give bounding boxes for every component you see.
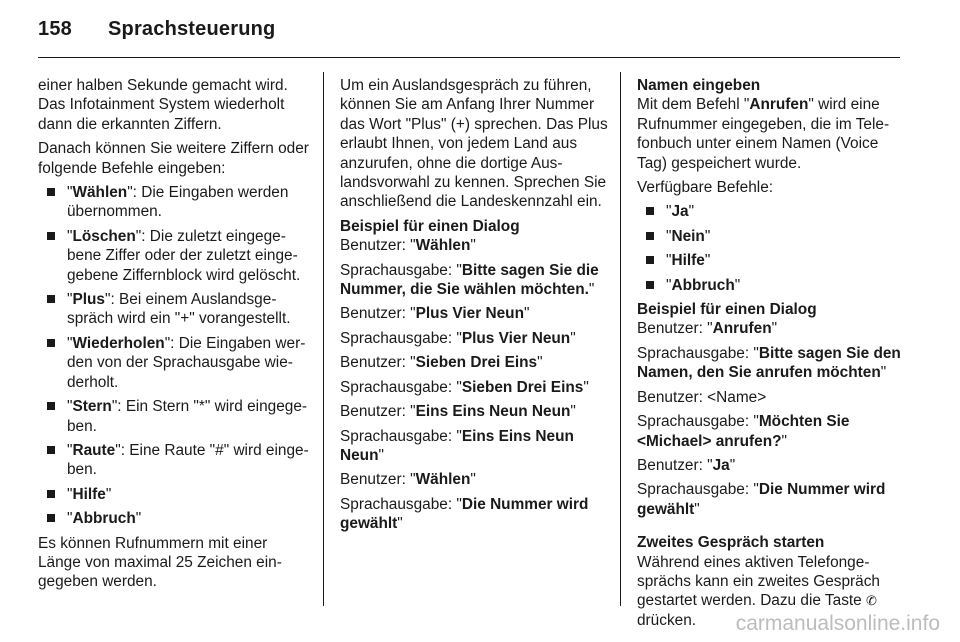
column-2 <box>340 76 610 539</box>
column-3 <box>637 76 907 635</box>
column-1 <box>38 76 310 597</box>
command-name: Hilfe <box>72 485 106 503</box>
text: " wird eine Rufnummer eingegeben, die im Telefonbuch unter einem Namen (Voice Tag) gespeichert wurde. <box>637 96 890 172</box>
bullet-icon <box>646 256 654 264</box>
utterance: Möchten Sie <Michael> anrufen? <box>637 413 850 450</box>
command-name: Hilfe <box>671 252 705 270</box>
speaker: Sprachausgabe: <box>340 329 457 347</box>
speaker: Benutzer: <box>637 320 708 338</box>
watermark: carmanualsonline.info <box>735 612 940 635</box>
dialog-line: Sprachausgabe: "Plus Vier Neun" <box>340 329 576 347</box>
column-divider <box>323 72 324 606</box>
paragraph: Es können Rufnummern mit einer Länge von maximal 25 Zeichen eingegeben werden. <box>38 534 282 591</box>
dialog-line: Benutzer: "Anrufen" <box>637 320 778 338</box>
speaker: Benutzer: <box>340 305 411 323</box>
utterance: Wählen <box>415 237 471 255</box>
command-description: : Die Eingaben werden von der Sprachausgabe wiederholt. <box>67 334 306 391</box>
command-name: Nein <box>671 227 705 245</box>
utterance: Sieben Drei Eins <box>415 354 538 372</box>
example-heading: Beispiel für einen Dialog <box>637 301 817 319</box>
bullet-icon <box>646 232 654 240</box>
list-item: "Nein" <box>642 227 907 246</box>
command-description: : Eine Raute "#" wird eingeben. <box>67 441 309 479</box>
command-name: Plus <box>72 291 105 309</box>
dialog-line: Benutzer: "Plus Vier Neun" <box>340 305 530 323</box>
text: Während eines aktiven Telefongesprächs kann ein zweites Gespräch gestartet werden. Dazu die Taste <box>637 553 880 610</box>
paragraph: einer halben Sekunde gemacht wird. Das Infotainment System wiederholt dann die erkannten Ziffern. <box>38 77 288 133</box>
command-name: Wiederholen <box>72 334 165 352</box>
bullet-icon <box>47 339 55 347</box>
dialog-line: Benutzer: "Eins Eins Neun Neun" <box>340 403 576 421</box>
header-rule <box>38 57 900 58</box>
dialog-line: Sprachausgabe: "Die Nummer wird gewählt" <box>340 495 589 533</box>
speaker: Benutzer: <box>637 388 708 406</box>
list-item: "Raute": Eine Raute "#" wird eingeben. <box>43 441 310 480</box>
text: Mit dem Befehl " <box>637 96 750 114</box>
list-item: "Wählen": Die Eingaben werden übernommen. <box>43 183 310 222</box>
speaker: Benutzer: <box>340 403 411 421</box>
page-header <box>38 18 275 48</box>
list-item: "Ja" <box>642 202 907 221</box>
bullet-icon <box>47 232 55 240</box>
list-item: "Plus": Bei einem Auslandsgespräch wird ein "+" vorangestellt. <box>43 290 310 329</box>
paragraph <box>637 95 907 173</box>
column-divider <box>620 72 621 606</box>
bullet-icon <box>47 295 55 303</box>
speaker: Sprachausgabe: <box>340 495 457 513</box>
bullet-icon <box>47 514 55 522</box>
speaker: Sprachausgabe: <box>340 378 457 396</box>
utterance: Ja <box>712 456 730 474</box>
list-item: "Hilfe" <box>43 485 310 504</box>
speaker: Sprachausgabe: <box>637 344 754 362</box>
command-name: Abbruch <box>72 510 136 528</box>
text: drücken. <box>637 611 697 629</box>
speaker: Benutzer: <box>637 456 708 474</box>
list-item: "Wiederholen": Die Eingaben werden von der Sprachausgabe wiederholt. <box>43 334 310 392</box>
utterance: Bitte sagen Sie die Nummer, die Sie wählen möchten. <box>340 261 599 299</box>
bullet-icon <box>646 281 654 289</box>
command-description: : Ein Stern "*" wird eingegeben. <box>67 398 308 435</box>
example-heading: Beispiel für einen Dialog <box>340 217 520 235</box>
dialog-line: Sprachausgabe: "Eins Eins Neun Neun" <box>340 427 574 464</box>
dialog-line: Sprachausgabe: "Bitte sagen Sie die Nummer, die Sie wählen möchten." <box>340 261 599 299</box>
dialog-line: Benutzer: "Wählen" <box>340 237 476 255</box>
bullet-icon <box>47 446 55 454</box>
list-item: "Abbruch" <box>43 509 310 528</box>
bullet-icon <box>646 207 654 215</box>
phone-icon: ✆ <box>866 593 877 609</box>
speaker: Sprachausgabe: <box>637 481 754 499</box>
utterance: Die Nummer wird gewählt <box>637 481 886 518</box>
paragraph: Danach können Sie weitere Ziffern oder folgende Befehle eingeben: <box>38 140 309 177</box>
commands-label: Verfügbare Befehle: <box>637 179 774 197</box>
bullet-icon <box>47 188 55 196</box>
bullet-icon <box>47 490 55 498</box>
chapter-title: Sprachsteuerung <box>107 18 276 40</box>
command-name: Anrufen <box>749 96 809 114</box>
dialog-line: Sprachausgabe: "Möchten Sie <Michael> anrufen?" <box>637 413 850 450</box>
utterance: Anrufen <box>712 320 772 338</box>
dialog-line: Sprachausgabe: "Sieben Drei Eins" <box>340 378 589 396</box>
dialog-line: Sprachausgabe: "Die Nummer wird gewählt" <box>637 481 886 518</box>
speaker: Benutzer: <box>340 237 411 255</box>
command-name: Ja <box>671 203 689 221</box>
paragraph: Um ein Auslandsgespräch zu führen, können Sie am Anfang Ihrer Nummer das Wort "Plus" (+) sprechen. Das Plus erlaubt Ihnen, von jedem Land aus anzurufen, ohne die dortige Auslandsvorwahl zu kennen. Sprechen Sie anschließend die Landeskennzahl ein. <box>340 77 608 211</box>
bullet-icon <box>47 402 55 410</box>
section-heading: Zweites Gespräch starten <box>637 534 825 552</box>
list-item: "Abbruch" <box>642 276 907 295</box>
utterance: Eins Eins Neun Neun <box>415 403 571 421</box>
utterance: Eins Eins Neun Neun <box>340 427 574 464</box>
command-name: Raute <box>72 441 116 459</box>
list-item: "Stern": Ein Stern "*" wird eingegeben. <box>43 397 310 436</box>
utterance: Die Nummer wird gewählt <box>340 495 589 533</box>
utterance: Plus Vier Neun <box>415 305 524 323</box>
command-description: : Die zuletzt eingegebene Ziffer oder der zuletzt eingegebene Ziffernblock wird gelöscht. <box>67 227 301 284</box>
command-name: Löschen <box>72 227 136 245</box>
command-description: : Bei einem Auslandsgespräch wird ein "+" vorangestellt. <box>67 291 291 328</box>
section-heading: Namen eingeben <box>637 77 761 94</box>
utterance: Bitte sagen Sie den Namen, den Sie anrufen möchten <box>637 344 901 382</box>
dialog-line: Benutzer: "Sieben Drei Eins" <box>340 354 543 372</box>
speaker: Benutzer: <box>340 471 411 489</box>
speaker: Benutzer: <box>340 354 411 372</box>
dialog-line: Sprachausgabe: "Bitte sagen Sie den Namen, den Sie anrufen möchten" <box>637 344 901 382</box>
dialog-line: Benutzer: "Ja" <box>637 456 736 474</box>
page-number: 158 <box>38 18 72 40</box>
command-list <box>38 183 310 529</box>
utterance: <Name> <box>707 388 767 406</box>
list-item: "Löschen": Die zuletzt eingegebene Ziffer oder der zuletzt eingegebene Ziffernblock wird gelöscht. <box>43 227 310 285</box>
command-name: Abbruch <box>671 276 735 294</box>
dialog-line: Benutzer: "Wählen" <box>340 471 476 489</box>
command-list <box>637 202 907 295</box>
dialog-line <box>637 388 907 407</box>
command-name: Wählen <box>72 184 128 202</box>
utterance: Wählen <box>415 471 471 489</box>
speaker: Sprachausgabe: <box>340 261 457 279</box>
list-item: "Hilfe" <box>642 251 907 270</box>
utterance: Sieben Drei Eins <box>461 378 584 396</box>
command-name: Stern <box>72 398 112 416</box>
speaker: Sprachausgabe: <box>340 427 457 445</box>
speaker: Sprachausgabe: <box>637 413 754 431</box>
utterance: Plus Vier Neun <box>461 329 571 347</box>
command-description: : Die Eingaben werden übernommen. <box>67 184 289 221</box>
